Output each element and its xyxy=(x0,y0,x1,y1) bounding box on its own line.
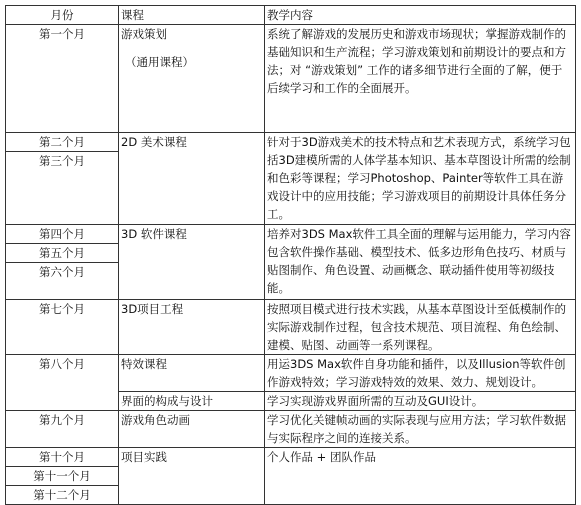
header-content: 教学内容 xyxy=(265,6,576,25)
course-note: （通用课程） xyxy=(125,55,194,69)
header-month: 月份 xyxy=(6,6,119,25)
content-cell: 学习实现游戏界面所需的互动及GUI设计。 xyxy=(265,392,576,411)
month-cell: 第八个月 xyxy=(6,355,119,411)
month-cell: 第三个月 xyxy=(6,152,119,225)
table-row xyxy=(6,300,576,355)
month-cell: 第十二个月 xyxy=(6,486,119,505)
content-cell: 培养对3DS Max软件工具全面的理解与运用能力，学习内容包含软件操作基础、模型技术、低多边形角色技巧、材质与贴图制作、角色设置、动画概念、联动插件使用等初级技能。 xyxy=(265,225,576,300)
course-cell: 游戏角色动画 xyxy=(119,411,265,448)
content-cell: 学习优化关键帧动画的实际表现与应用方法；学习软件数据与实际程序之间的连接关系。 xyxy=(265,411,576,448)
month-cell: 第九个月 xyxy=(6,411,119,448)
course-cell: 项目实践 xyxy=(119,448,265,505)
course-cell: 2D 美术课程 xyxy=(119,133,265,225)
table-row xyxy=(6,411,576,448)
month-cell: 第四个月 xyxy=(6,225,119,244)
course-cell: 3D 软件课程 xyxy=(119,225,265,300)
course-cell xyxy=(119,25,265,133)
month-cell: 第十一个月 xyxy=(6,467,119,486)
header-row xyxy=(6,6,576,25)
month-cell: 第二个月 xyxy=(6,133,119,152)
course-cell: 特效课程 xyxy=(119,355,265,392)
content-cell: 按照项目模式进行技术实践，从基本草图设计至低模制作的实际游戏制作过程，包含技术规范、项目流程、角色绘制、建模、贴图、动画等一系列课程。 xyxy=(265,300,576,355)
curriculum-table xyxy=(5,5,576,505)
table-row xyxy=(6,355,576,392)
table-row xyxy=(6,225,576,244)
month-cell: 第一个月 xyxy=(6,25,119,133)
month-cell: 第十个月 xyxy=(6,448,119,467)
course-cell: 3D项目工程 xyxy=(119,300,265,355)
month-cell: 第五个月 xyxy=(6,244,119,263)
header-course: 课程 xyxy=(119,6,265,25)
content-cell: 个人作品 + 团队作品 xyxy=(265,448,576,505)
course-name: 游戏策划 xyxy=(121,27,167,41)
course-cell: 界面的构成与设计 xyxy=(119,392,265,411)
content-cell: 针对于3D游戏美术的技术特点和艺术表现方式，系统学习包括3D建模所需的人体学基本知识、基本草图设计所需的绘制和色彩等课程；学习Photoshop、Painter等软件工具在游戏设计中的应用技能；学习游戏项目的前期设计具体任务分工。 xyxy=(265,133,576,225)
month-cell: 第七个月 xyxy=(6,300,119,355)
content-cell: 用运3DS Max软件自身功能和插件，以及Illusion等软件创作游戏特效；学习游戏特效的效果、效力、规划设计。 xyxy=(265,355,576,392)
content-cell: 系统了解游戏的发展历史和游戏市场现状；掌握游戏制作的基础知识和生产流程；学习游戏策划和前期设计的要点和方法；对 “游戏策划” 工作的诸多细节进行全面的了解，便于后续学习和工作的全面展开。 xyxy=(265,25,576,133)
month-cell: 第六个月 xyxy=(6,263,119,300)
table-row xyxy=(6,25,576,133)
table-row xyxy=(6,133,576,152)
table-row xyxy=(6,448,576,467)
